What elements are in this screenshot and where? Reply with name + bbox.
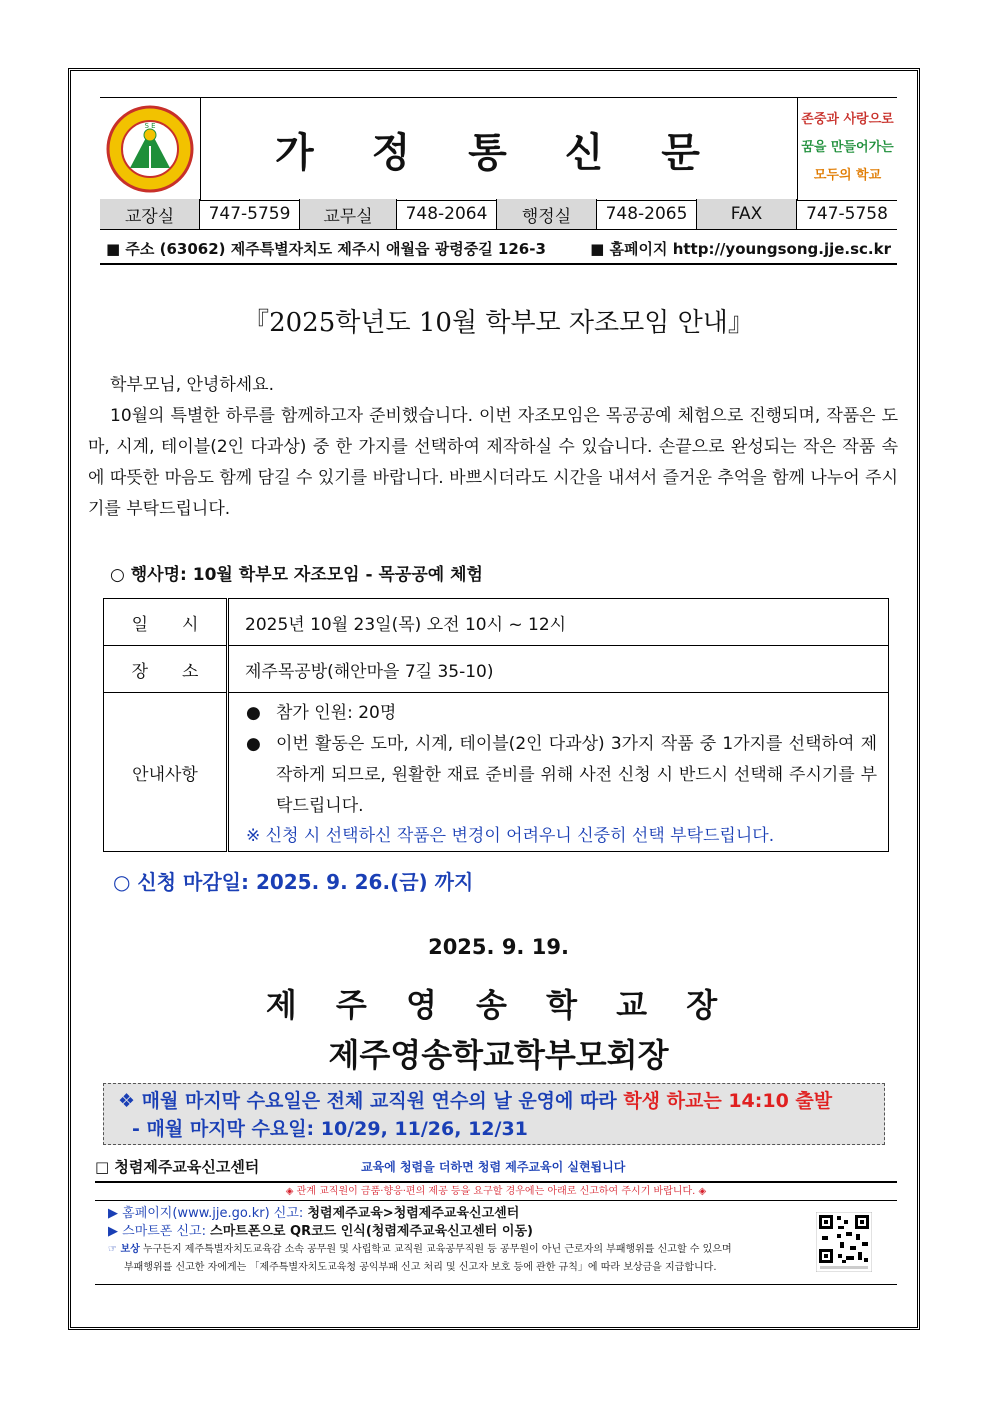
report-item-text: 스마트폰으로 QR코드 인식(청렴제주교육신고센터 이동) [210,1224,533,1239]
contact-label: 행정실 [497,199,597,229]
contact-label: FAX [697,199,797,229]
table-row [104,599,889,646]
address-bar [100,233,897,265]
contact-number: 747-5758 [806,204,888,224]
row-value: 제주목공방(해안마을 7길 35-10) [228,646,889,693]
warning-note: ※ 신청 시 선택하신 작품은 변경이 어려우니 신중히 선택 부탁드립니다. [246,826,775,846]
page-title: 『2025학년도 10월 학부모 자조모임 안내』 [243,308,754,338]
letterhead [100,97,897,201]
contact-table [100,199,897,230]
notice-line-1 [118,1087,870,1115]
report-item [108,1205,808,1223]
report-item-text: 청렴제주교육>청렴제주교육신고센터 [307,1206,520,1221]
school-slogan [797,98,897,200]
event-info-table [103,598,889,852]
school-address: ■ 주소 (63062) 제주특별자치도 제주시 애월읍 광령중길 126-3 [106,239,546,258]
report-item-label: ☞ 보상 [108,1244,140,1255]
notes-cell [228,693,889,852]
report-methods [108,1205,808,1277]
issue-date: 2025. 9. 19. [428,935,569,959]
contact-number: 748-2064 [397,199,497,229]
slogan-line-3: 모두의 학교 [813,168,882,183]
report-banner: ◈ 관계 교직원이 금품·향응·편의 제공 등을 요구할 경우에는 아래로 신고하여 주시기 바랍니다. ◈ [95,1181,897,1201]
greeting: 학부모님, 안녕하세요. [110,375,275,395]
school-logo [100,98,200,200]
contact-label: 교장실 [100,199,200,229]
principal-signature: 제 주 영 송 학 교 장 [265,986,732,1024]
report-center-slogan: 교육에 청렴을 더하면 청렴 제주교육이 실현됩니다 [361,1160,626,1174]
report-item-text-2: 부패행위를 신고한 자에게는 「제주특별자치도교육청 공익부패 신고 처리 및 신고자 보호 등에 관한 규칙」에 따라 보상금을 지급합니다. [124,1262,717,1273]
slogan-line-2: 꿈을 만들어가는 [801,140,894,155]
qr-code-icon[interactable] [816,1212,872,1272]
application-deadline: ○ 신청 마감일: 2025. 9. 26.(금) 까지 [113,870,474,894]
report-item-label[interactable]: ▶ 홈페이지(www.jje.go.kr) 신고: [108,1206,304,1221]
notes-list [230,694,887,822]
letter-body [88,370,898,525]
report-item-label: ▶ 스마트폰 신고: [108,1224,206,1239]
list-item: ● 이번 활동은 도마, 시계, 테이블(2인 다과상) 3가지 작품 중 1가지를 선택하여 제작하게 되므로, 원활한 재료 준비를 위해 사전 신청 시 반드시 선택해 주시기를 부탁드립니다. [246,729,877,822]
contact-number: 748-2065 [597,199,697,229]
body-paragraph: 10월의 특별한 하루를 함께하고자 준비했습니다. 이번 자조모임은 목공공예 체험으로 진행되며, 작품은 도마, 시계, 테이블(2인 다과상) 중 한 가지를 선택하여 제작하실 수 있습니다. 손끝으로 완성되는 작은 작품 속에 따뜻한 마음도 함께 담길 수 있기를 바랍니다. 바쁘시더라도 시간을 내셔서 즐거운 추억을 함께 나누어 주시기를 부탁드립니다. [88,406,898,519]
row-key: 일 시 [104,599,228,646]
newsletter-title: 가 정 통 신 문 [275,129,722,176]
footer-divider [95,1284,897,1285]
contact-label: 교무실 [300,199,397,229]
logo-initials: S E [144,122,156,130]
notice-prefix: ❖ 매월 마지막 수요일은 전체 교직원 연수의 날 운영에 따라 [118,1090,624,1112]
row-value: 2025년 10월 23일(목) 오전 10시 ~ 12시 [228,599,889,646]
table-row [104,646,889,693]
parent-association-signature: 제주영송학교학부모회장 [328,1036,669,1074]
school-homepage[interactable]: ■ 홈페이지 http://youngsong.jje.sc.kr [590,239,891,258]
table-row [104,693,889,852]
notice-line-2: - 매월 마지막 수요일: 10/29, 11/26, 12/31 [132,1118,528,1140]
list-item: ● 참가 인원: 20명 [246,698,877,729]
wednesday-notice [103,1083,885,1145]
notice-highlight: 학생 하교는 14:10 출발 [623,1090,833,1112]
row-key: 안내사항 [104,693,228,852]
row-key: 장 소 [104,646,228,693]
report-center-title: □ 청렴제주교육신고센터 [95,1158,260,1176]
slogan-line-1: 존중과 사랑으로 [801,112,894,127]
report-item-text: 누구든지 제주특별자치도교육감 소속 공무원 및 사립학교 교직원 교육공무직원 등 공무원이 아닌 근로자의 부패행위를 신고할 수 있으며 [142,1244,732,1255]
report-center-header [95,1156,895,1178]
report-item [108,1241,808,1259]
report-item [108,1223,808,1241]
contact-number: 747-5759 [200,199,300,229]
event-name: ○ 행사명: 10월 학부모 자조모임 - 목공공예 체험 [110,565,483,585]
school-logo-cell [100,98,201,200]
